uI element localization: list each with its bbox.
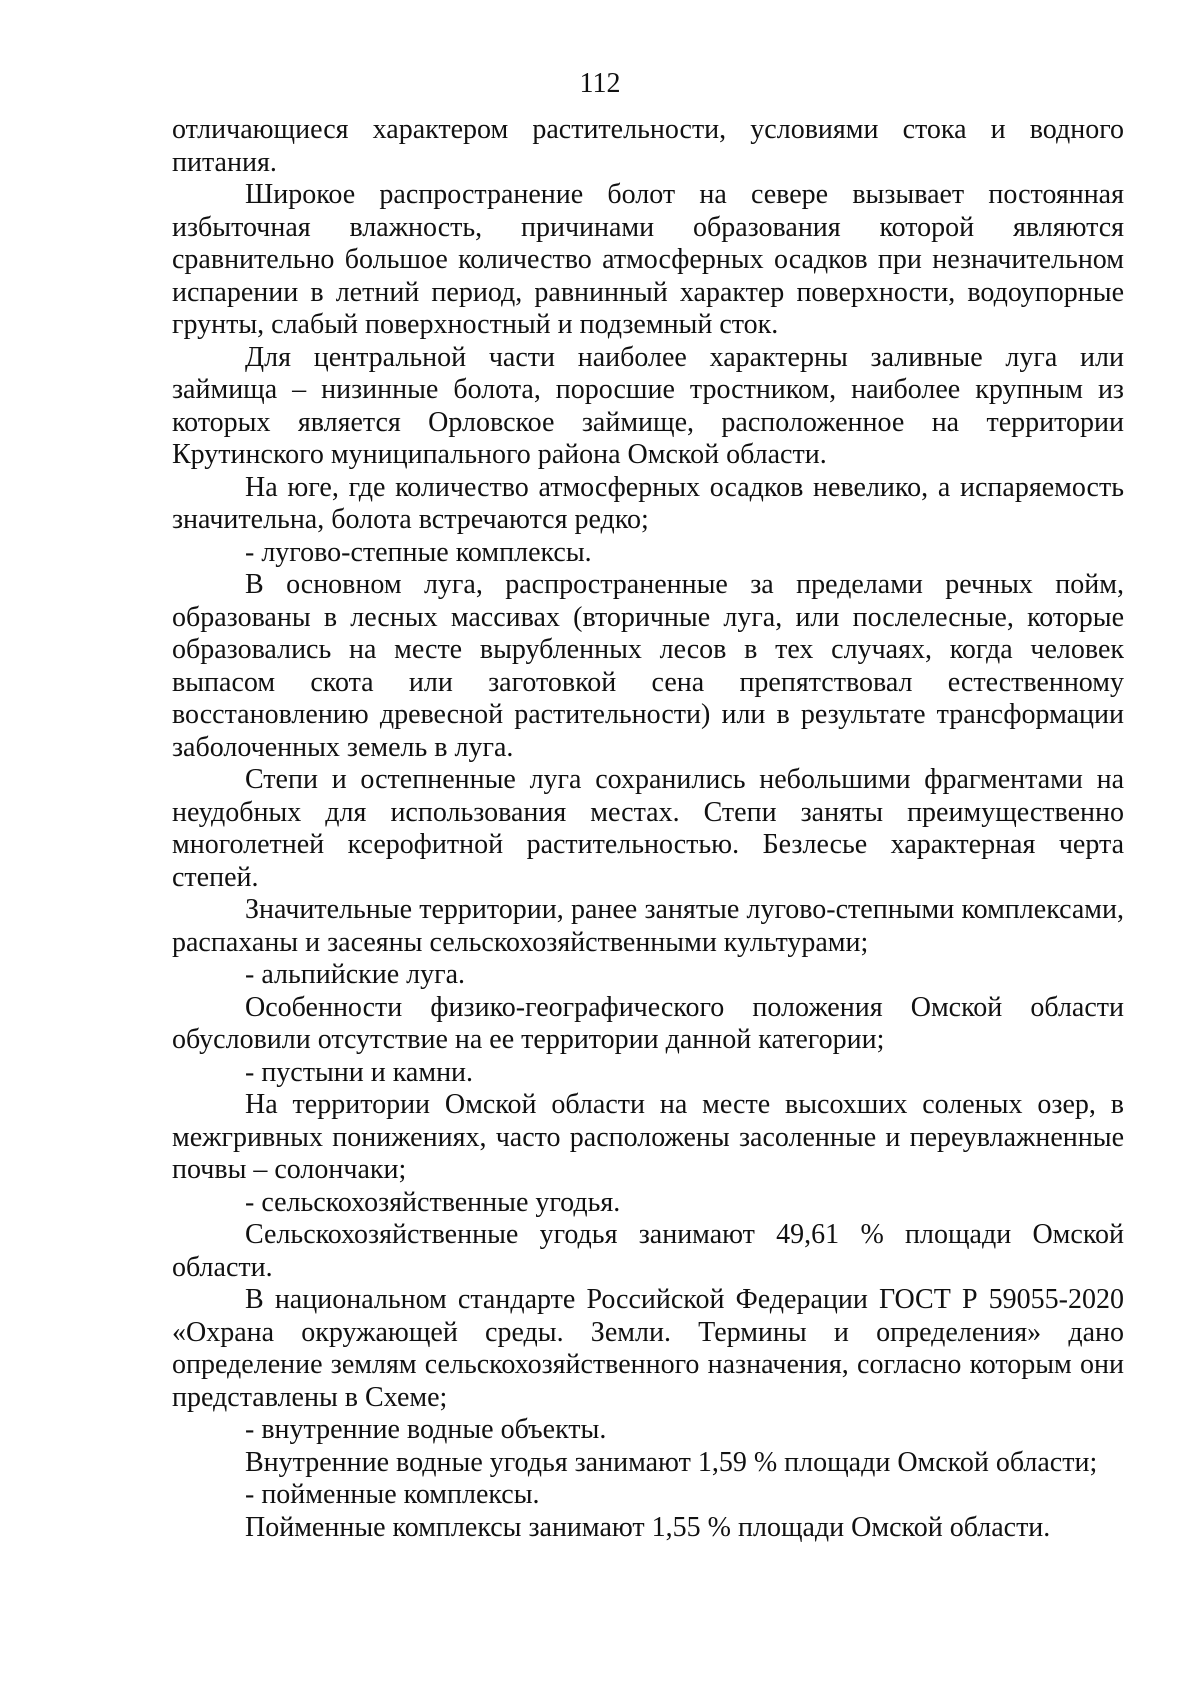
paragraph: Сельскохозяйственные угодья занимают 49,61 % площади Омской области.	[172, 1219, 1124, 1283]
list-item: - альпийские луга.	[245, 959, 466, 990]
paragraph-continuation: отличающиеся характером растительности, условиями стока и водного питания.	[172, 114, 1124, 178]
paragraph: Особенности физико-географического положения Омской области обусловили отсутствие на ее территории данной категории;	[172, 991, 1124, 1055]
paragraph: Значительные территории, ранее занятые лугово-степными комплексами, распаханы и засеяны сельскохозяйственными культурами;	[172, 894, 1124, 958]
list-item: - сельскохозяйственные угодья.	[245, 1186, 621, 1218]
paragraph: Широкое распространение болот на севере вызывает постоянная избыточная влажность, причинами образования которой являются сравнительно большое количество атмосферных осадков при незначительном испарении в летний период, равнинный характер поверхности, водоупорные грунты, слабый поверхностный и подземный сток.	[172, 179, 1124, 340]
list-item: - пойменные комплексы.	[245, 1479, 540, 1510]
list-item: - пустыни и камни.	[245, 1056, 474, 1088]
paragraph: Для центральной части наиболее характерны заливные луга или займища – низинные болота, поросшие тростником, наиболее крупным из которых является Орловское займище, расположенное на территории Крутинского муниципального района Омской области.	[172, 341, 1124, 470]
paragraph: На юге, где количество атмосферных осадков невелико, а испаряемость значительна, болота встречаются редко;	[172, 471, 1124, 535]
paragraph: Пойменные комплексы занимают 1,55 % площади Омской области.	[245, 1511, 1051, 1543]
body-text	[172, 114, 1124, 1544]
list-item: - лугово-степные комплексы.	[245, 536, 592, 568]
paragraph: Внутренние водные угодья занимают 1,59 % площади Омской области;	[245, 1446, 1098, 1478]
page-number: 112	[579, 68, 621, 99]
list-item: - внутренние водные объекты.	[245, 1414, 607, 1445]
paragraph: В основном луга, распространенные за пределами речных пойм, образованы в лесных массивах (вторичные луга, или послелесные, которые образовались на месте вырубленных лесов в тех случаях, когда человек выпасом скота или заготовкой сена препятствовал естественному восстановлению древесной растительности) или в результате трансформации заболоченных земель в луга.	[172, 569, 1124, 763]
paragraph: В национальном стандарте Российской Федерации ГОСТ Р 59055-2020 «Охрана окружающей среды. Земли. Термины и определения» дано определение землям сельскохозяйственного назначения, согласно которым они представлены в Схеме;	[172, 1284, 1124, 1413]
paragraph: На территории Омской области на месте высохших соленых озер, в межгривных понижениях, часто расположены засоленные и переувлажненные почвы – солончаки;	[172, 1089, 1124, 1185]
paragraph: Степи и остепненные луга сохранились небольшими фрагментами на неудобных для использования местах. Степи заняты преимущественно многолетней ксерофитной растительностью. Безлесье характерная черта степей.	[172, 764, 1124, 893]
